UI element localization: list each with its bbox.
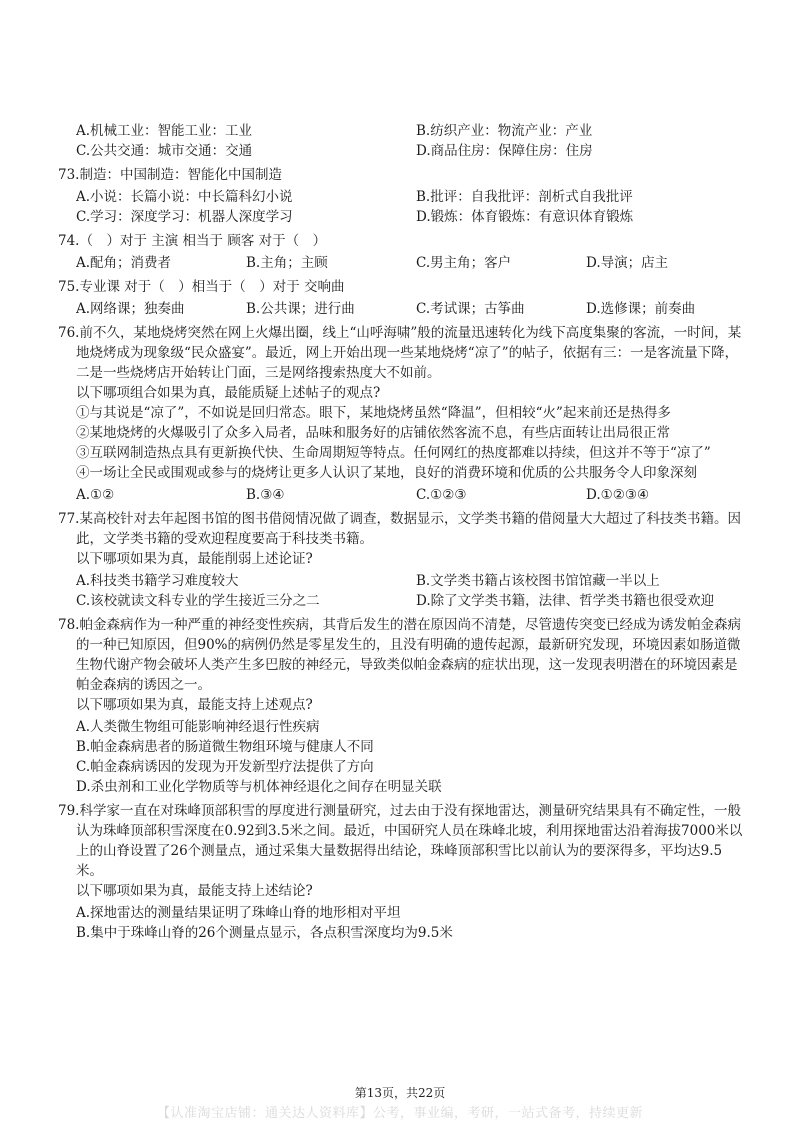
option-b: B.③④ [246,487,285,503]
option-b: B.纺织产业：物流产业：产业 [416,123,593,139]
page-number: 第13页，共22页 [354,1086,446,1100]
question-79-prompt: 以下哪项如果为真，最能支持上述结论? [76,883,313,899]
page-content [58,121,748,943]
option-d: D.导演；店主 [586,255,669,271]
question-78-prompt: 以下哪项如果为真，最能支持上述观点? [76,697,313,713]
option-c: C.帕金森病诱因的发现为开发新型疗法提供了方向 [76,759,374,775]
option-d: D.①②③④ [586,487,650,503]
question-74 [58,231,748,273]
option-d: D.除了文学类书籍，法律、哲学类书籍也很受欢迎 [416,593,715,609]
statement-1: ①与其说是“凉了”，不如说是回归常态。眼下，某地烧烤虽然“降温”，但相较“火”起来前还是热得多 [76,405,671,421]
option-b: B.文学类书籍占该校图书馆馆藏一半以上 [416,573,660,589]
statement-4: ④一场让全民或围观或参与的烧烤让更多人认识了某地，良好的消费环境和优质的公共服务令人印象深刻 [76,465,697,481]
option-b: B.公共课；进行曲 [246,301,355,317]
question-79-stem: 79.科学家一直在对珠峰顶部积雪的厚度进行测量研究，过去由于没有探地雷达，测量研究结果具有不确定性，一般认为珠峰顶部积雪深度在0.92到3.5米之间。最近，中国研究人员在珠峰北坡，利用探地雷达沿着海拔7000米以上的山脊设置了26个测量点，通过采集大量数据得出结论，珠峰顶部积雪比以前认为的要深得多，平均达9.5米。 [58,803,743,879]
option-d: D.锻炼：体育锻炼：有意识体育锻炼 [416,209,634,225]
option-a: A.人类微生物组可能影响神经退行性疾病 [76,719,320,735]
question-73 [58,165,748,227]
question-74-stem: 74.（ ）对于 主演 相当于 顾客 对于（ ） [58,233,327,249]
option-c: C.该校就读文科专业的学生接近三分之二 [76,593,320,609]
option-c: C.①②③ [416,487,467,503]
question-77-prompt: 以下哪项如果为真，最能削弱上述论证? [76,551,313,567]
option-b: B.批评：自我批评：剖析式自我批评 [416,189,633,205]
statement-3: ③互联网制造热点具有更新换代快、生命周期短等特点。任何网红的热度都难以持续，但这并不等于“凉了” [76,445,711,461]
option-b: B.集中于珠峰山脊的26个测量点显示，各点积雪深度均为9.5米 [76,925,453,941]
option-d: D.选修课；前奏曲 [586,301,696,317]
question-77-stem: 77.某高校针对去年起图书馆的图书借阅情况做了调查，数据显示，文学类书籍的借阅量大大超过了科技类书籍。因此，文学类书籍的受欢迎程度要高于科技类书籍。 [58,511,741,547]
option-a: A.①② [76,487,115,503]
option-a: A.小说：长篇小说：中长篇科幻小说 [76,189,293,205]
option-a: A.机械工业：智能工业：工业 [76,123,253,139]
question-76-stem: 76.前不久，某地烧烤突然在网上火爆出圈，线上“山呼海啸”般的流量迅速转化为线下高度集聚的客流，一时间，某地烧烤成为现象级“民众盛宴”。最近，网上开始出现一些某地烧烤“凉了”的帖子，依据有三：一是客流量下降，二是一些烧烤店开始转让门面，三是网络搜索热度大不如前。 [58,325,742,381]
option-c: C.男主角；客户 [416,255,512,271]
option-d: D.商品住房：保障住房：住房 [416,143,593,159]
question-78 [58,615,748,797]
question-77 [58,509,748,611]
statement-2: ②某地烧烤的火爆吸引了众多入局者，品味和服务好的店铺依然客流不息，有些店面转让出局很正常 [76,425,670,441]
watermark-text: 【认准淘宝店铺：通关达人资料库】公考，事业编，考研，一站式备考，持续更新 [156,1106,643,1121]
option-c: C.学习：深度学习：机器人深度学习 [76,209,293,225]
option-c: C.考试课；古筝曲 [416,301,525,317]
option-b: B.帕金森病患者的肠道微生物组环境与健康人不同 [76,739,374,755]
option-a: A.科技类书籍学习难度较大 [76,573,239,589]
question-73-stem: 73.制造：中国制造：智能化中国制造 [58,167,282,183]
option-a: A.探地雷达的测量结果证明了珠峰山脊的地形相对平坦 [76,905,401,921]
option-a: A.网络课；独奏曲 [76,301,185,317]
question-78-stem: 78.帕金森病作为一种严重的神经变性疾病，其背后发生的潜在原因尚不清楚，尽管遗传突变已经成为诱发帕金森病的一种已知原因，但90%的病例仍然是零星发生的，且没有明确的遗传起源，最新研究发现，环境因素如肠道微生物代谢产物会破坏人类产生多巴胺的神经元，导致类似帕金森病的症状出现，这一发现表明潜在的环境因素是帕金森病的诱因之一。 [58,617,741,693]
option-a: A.配角；消费者 [76,255,172,271]
question-76 [58,323,748,505]
question-75-stem: 75.专业课 对于（ ）相当于（ ）对于 交响曲 [58,279,345,295]
question-79 [58,801,748,943]
option-d: D.杀虫剂和工业化学物质等与机体神经退化之间存在明显关联 [76,779,442,795]
question-72-options [58,121,748,161]
question-76-prompt: 以下哪项组合如果为真，最能质疑上述帖子的观点? [76,385,381,401]
option-b: B.主角；主顾 [246,255,328,271]
option-c: C.公共交通：城市交通：交通 [76,143,253,159]
question-75 [58,277,748,319]
